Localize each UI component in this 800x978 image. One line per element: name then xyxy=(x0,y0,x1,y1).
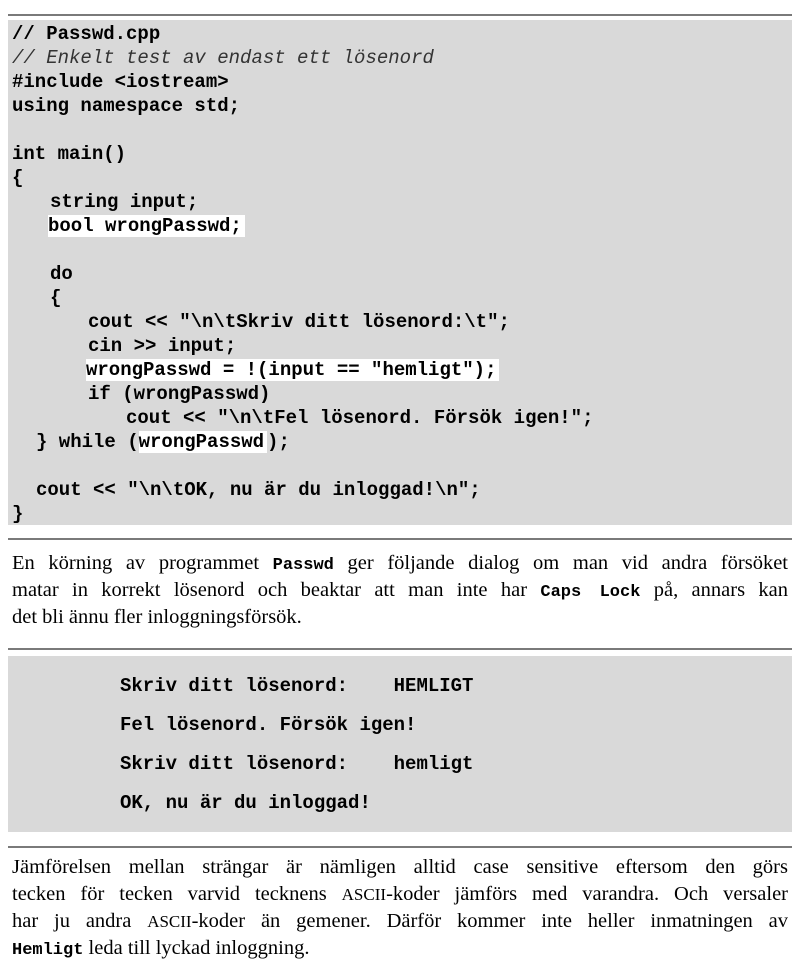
paragraph-1 xyxy=(12,550,788,631)
dialog-line-1: Skriv ditt lösenord: HEMLIGT xyxy=(120,675,474,697)
rule-2 xyxy=(8,538,792,540)
rule-4 xyxy=(8,846,792,848)
code-line-1: // Passwd.cpp xyxy=(12,23,161,45)
code-line-13: wrongPasswd = !(input == "hemligt"); xyxy=(86,358,499,382)
rule-3 xyxy=(8,648,792,650)
dialog-line-2: Fel lösenord. Försök igen! xyxy=(120,714,417,736)
code-line-12: cin >> input; xyxy=(88,335,237,357)
code-line-6: { xyxy=(12,167,24,189)
code-line-11: cout << "\n\tSkriv ditt lösenord:\t"; xyxy=(88,311,510,333)
code-line-4: using namespace std; xyxy=(12,95,241,117)
dialog-line-3: Skriv ditt lösenord: hemligt xyxy=(120,753,474,775)
code-line-10: { xyxy=(50,287,62,309)
top-rule xyxy=(8,14,792,16)
code-line-17: cout << "\n\tOK, nu är du inloggad!\n"; xyxy=(36,479,481,501)
paragraph-2-line-3: har ju andra ASCII-koder än gemener. Därför kommer inte heller inmatningen av xyxy=(12,910,788,932)
code-line-15: cout << "\n\tFel lösenord. Försök igen!"; xyxy=(126,407,594,429)
paragraph-2-line-2: tecken för tecken varvid tecknens ASCII-koder jämförs med varandra. Och versaler xyxy=(12,883,788,905)
code-line-3: #include <iostream> xyxy=(12,71,229,93)
code-line-7: string input; xyxy=(50,191,199,213)
code-line-8: bool wrongPasswd; xyxy=(48,214,245,238)
paragraph-1-line-3: det bli ännu fler inloggningsförsök. xyxy=(12,606,302,628)
paragraph-2 xyxy=(12,854,788,962)
code-line-2: // Enkelt test av endast ett lösenord xyxy=(12,47,434,69)
code-line-5: int main() xyxy=(12,143,127,165)
paragraph-1-line-2: matar in korrekt lösenord och beaktar att man inte har Caps Lock på, annars kan xyxy=(12,579,788,602)
code-line-18: } xyxy=(12,503,24,525)
code-line-16: } while (wrongPasswd ); xyxy=(36,431,290,453)
paragraph-2-line-1: Jämförelsen mellan strängar är nämligen alltid case sensitive eftersom den görs xyxy=(12,856,788,878)
dialog-line-4: OK, nu är du inloggad! xyxy=(120,792,371,814)
paragraph-2-line-4: Hemligt leda till lyckad inloggning. xyxy=(12,937,310,960)
dialog-block xyxy=(8,656,792,832)
code-line-9: do xyxy=(50,263,73,285)
paragraph-1-line-1: En körning av programmet Passwd ger följande dialog om man vid andra försöket xyxy=(12,552,788,575)
code-block xyxy=(8,20,792,525)
code-line-14: if (wrongPasswd) xyxy=(88,383,271,405)
